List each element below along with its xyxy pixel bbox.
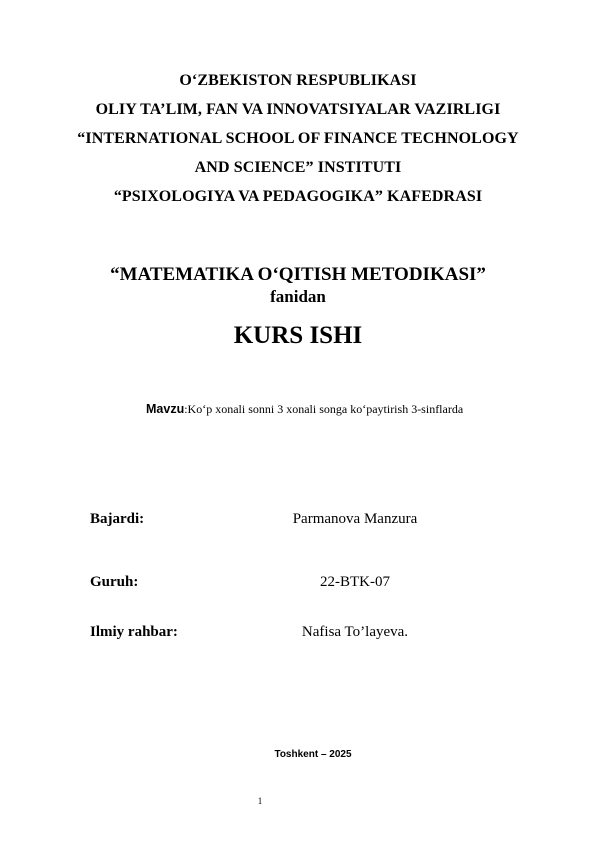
- work-type-title: KURS ISHI: [233, 322, 363, 349]
- performer-value: Parmanova Manzura: [292, 511, 418, 527]
- institute-heading-line2: AND SCIENCE” INSTITUTI: [194, 159, 402, 176]
- topic-line: [146, 402, 463, 417]
- course-subtitle: fanidan: [270, 287, 326, 306]
- course-title: “MATEMATIKA O‘QITISH METODIKASI”: [110, 264, 486, 285]
- topic-label: Mavzu: [146, 402, 185, 416]
- ministry-heading: OLIY TA’LIM, FAN VA INNOVATSIYALAR VAZIRLIGI: [95, 101, 501, 118]
- advisor-value: Nafisa To’layeva.: [301, 624, 409, 640]
- performer-label: Bajardi:: [90, 511, 145, 527]
- advisor-label: Ilmiy rahbar:: [90, 624, 178, 640]
- group-label: Guruh:: [90, 574, 139, 590]
- department-heading: “PSIXOLOGIYA VA PEDAGOGIKA” KAFEDRASI: [113, 188, 483, 205]
- topic-text: Ko‘p xonali sonni 3 xonali songa ko‘paytirish 3-sinflarda: [187, 402, 464, 416]
- city-year: Toshkent – 2025: [274, 749, 352, 760]
- topic-separator: :: [184, 402, 188, 416]
- page-number: 1: [257, 796, 263, 806]
- group-value: 22-BTK-07: [320, 574, 390, 590]
- institute-heading-line1: “INTERNATIONAL SCHOOL OF FINANCE TECHNOLOGY: [77, 130, 519, 147]
- republic-heading: O‘ZBEKISTON RESPUBLIKASI: [179, 72, 417, 89]
